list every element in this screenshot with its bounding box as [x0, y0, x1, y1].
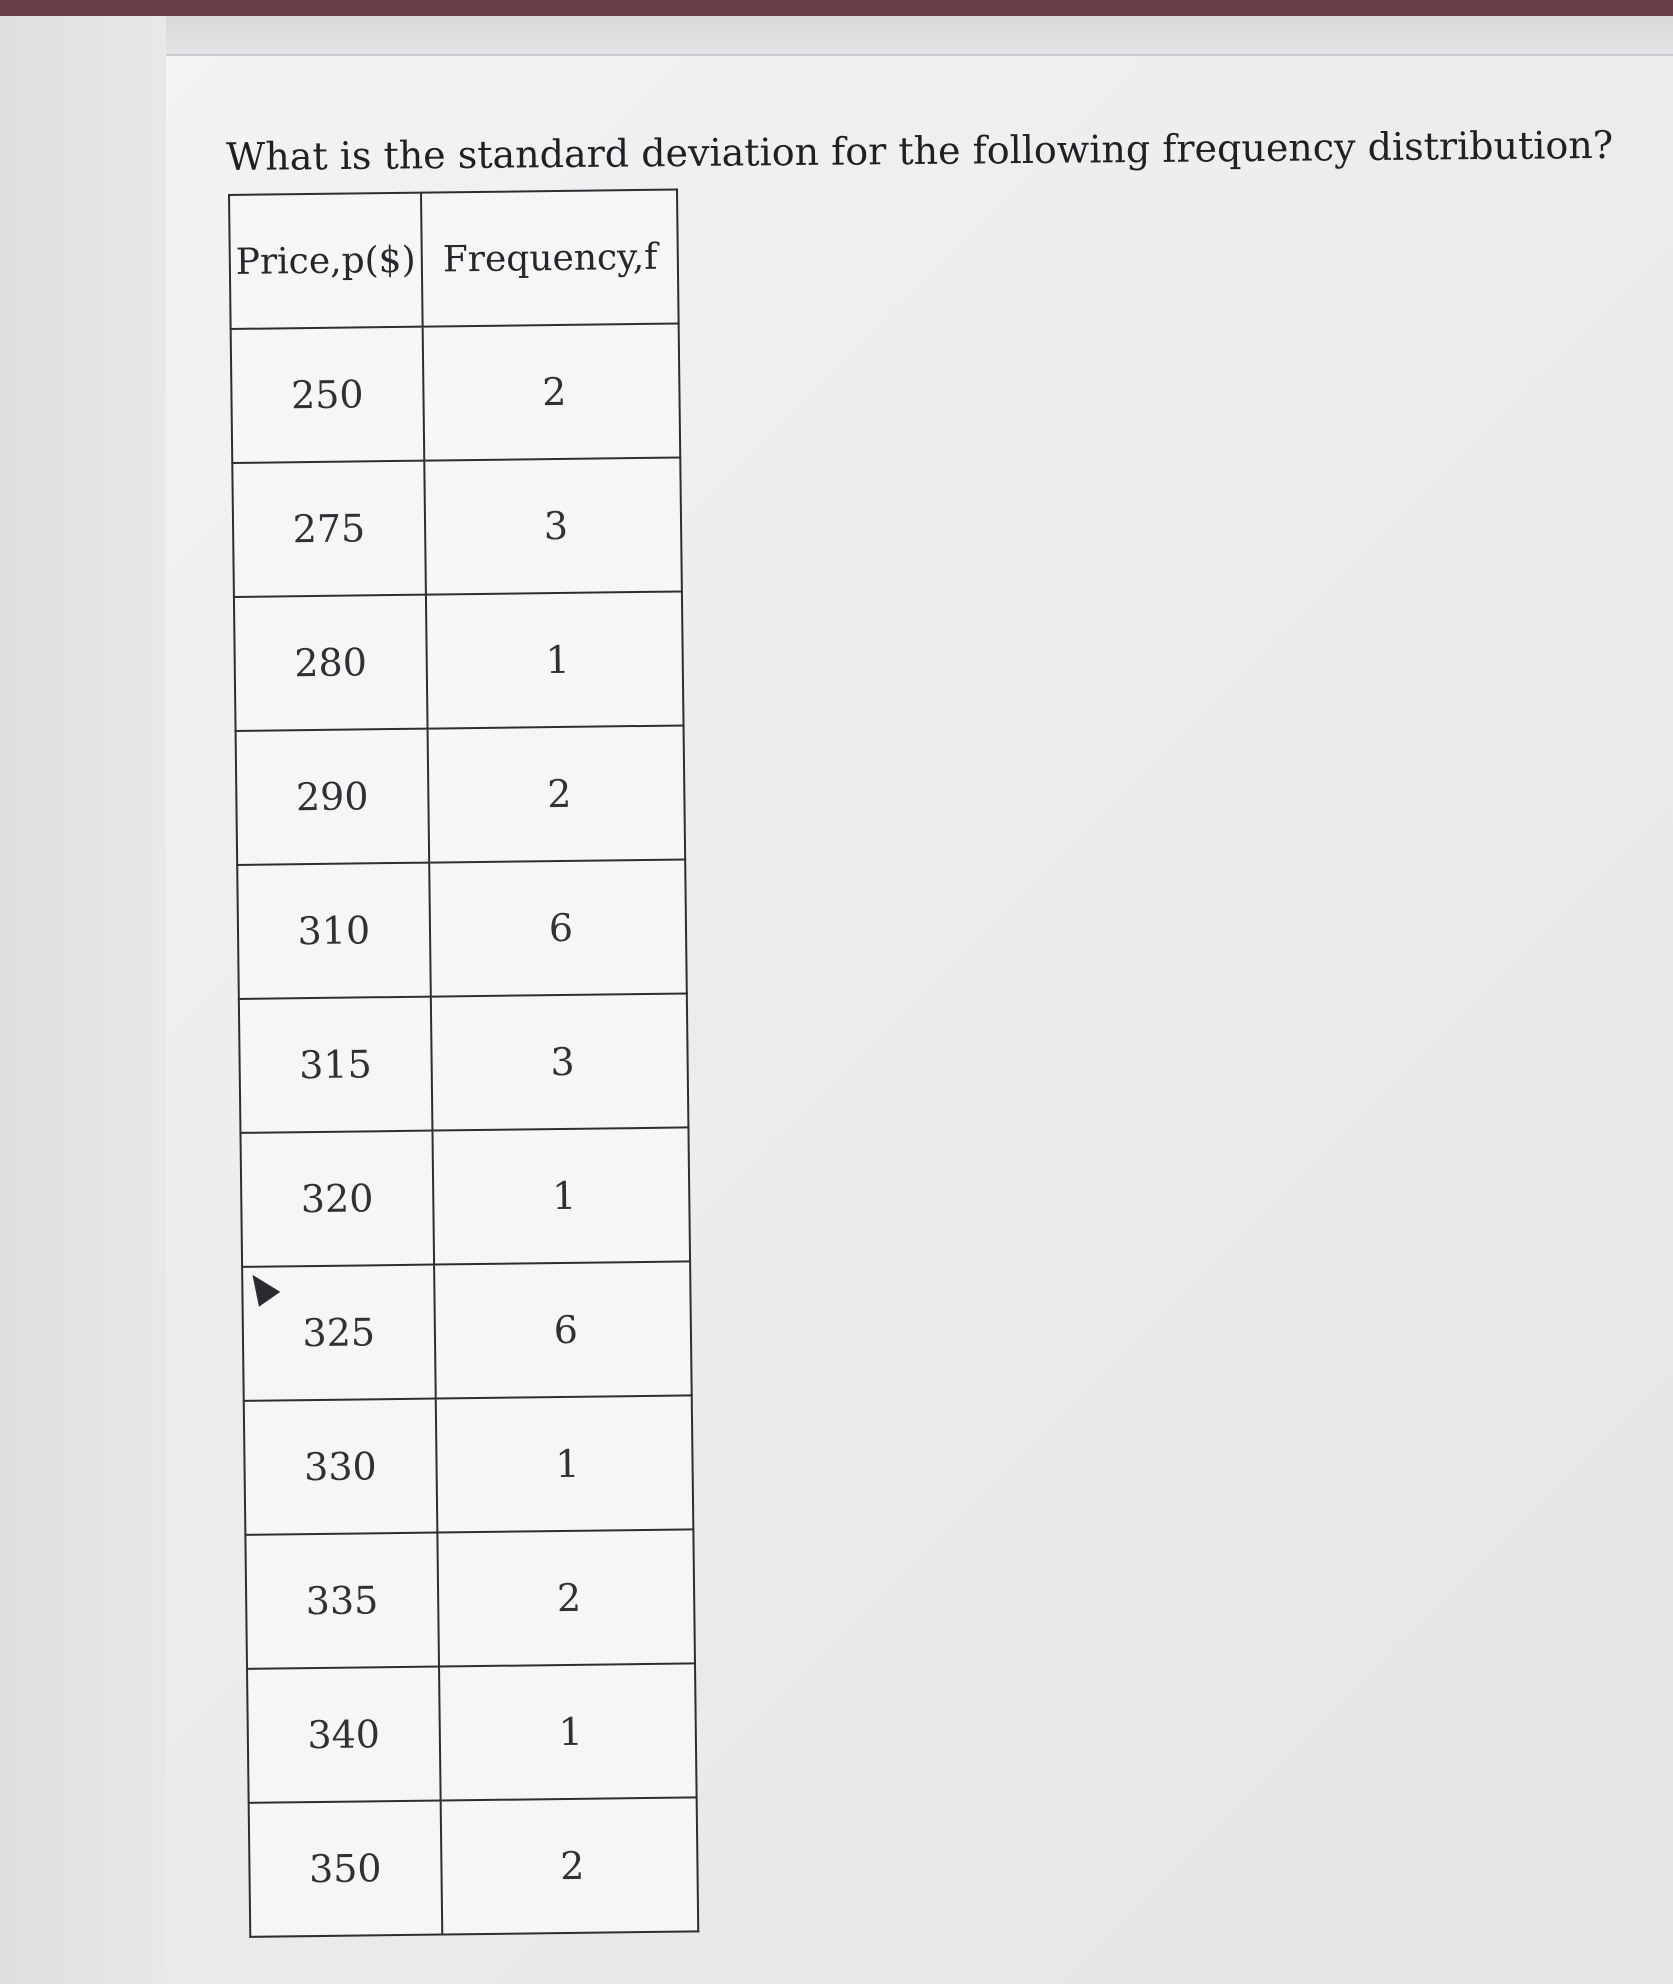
price-cell: 275 — [232, 461, 425, 597]
frequency-table-container — [228, 189, 699, 1938]
frequency-cell: 1 — [435, 1395, 693, 1532]
price-cell: 315 — [239, 997, 432, 1133]
question-text: What is the standard deviation for the following frequency distribution? — [226, 122, 1614, 179]
frequency-cell: 2 — [440, 1797, 698, 1934]
table-row — [232, 457, 682, 596]
frequency-cell: 1 — [439, 1663, 697, 1800]
frequency-cell: 6 — [434, 1261, 692, 1398]
price-cell: 310 — [237, 863, 430, 999]
price-cell: 335 — [245, 1533, 438, 1669]
price-cell: 340 — [247, 1667, 440, 1803]
table-row — [247, 1663, 697, 1802]
table-row — [245, 1529, 695, 1668]
frequency-cell: 2 — [427, 725, 685, 862]
table-row — [244, 1395, 694, 1534]
frequency-cell: 2 — [422, 324, 680, 461]
table-row — [236, 725, 686, 864]
frequency-cell: 6 — [429, 859, 687, 996]
price-cell: 325 — [242, 1265, 435, 1401]
header-price: Price,p($) — [229, 193, 422, 329]
table-row — [249, 1797, 699, 1936]
frequency-table — [228, 189, 699, 1938]
price-cell: 320 — [240, 1131, 433, 1267]
table-row — [234, 591, 684, 730]
frequency-cell: 3 — [424, 457, 682, 594]
table-body — [231, 324, 699, 1937]
frequency-cell: 1 — [426, 591, 684, 728]
monitor-top-edge — [0, 0, 1673, 16]
price-cell: 250 — [231, 327, 424, 463]
table-row — [242, 1261, 692, 1400]
screen-left-margin — [0, 16, 166, 1984]
header-frequency: Frequency,f — [421, 190, 679, 327]
frequency-cell: 2 — [437, 1529, 695, 1666]
price-cell: 280 — [234, 595, 427, 731]
table-row — [237, 859, 687, 998]
table-row — [240, 1127, 690, 1266]
page-header-strip — [166, 16, 1673, 56]
table-row — [239, 993, 689, 1132]
table-header-row — [229, 190, 679, 329]
price-cell: 350 — [249, 1801, 442, 1937]
frequency-cell: 1 — [432, 1127, 690, 1264]
frequency-cell: 3 — [431, 993, 689, 1130]
price-cell: 330 — [244, 1399, 437, 1535]
price-cell: 290 — [236, 729, 429, 865]
table-row — [231, 324, 681, 463]
